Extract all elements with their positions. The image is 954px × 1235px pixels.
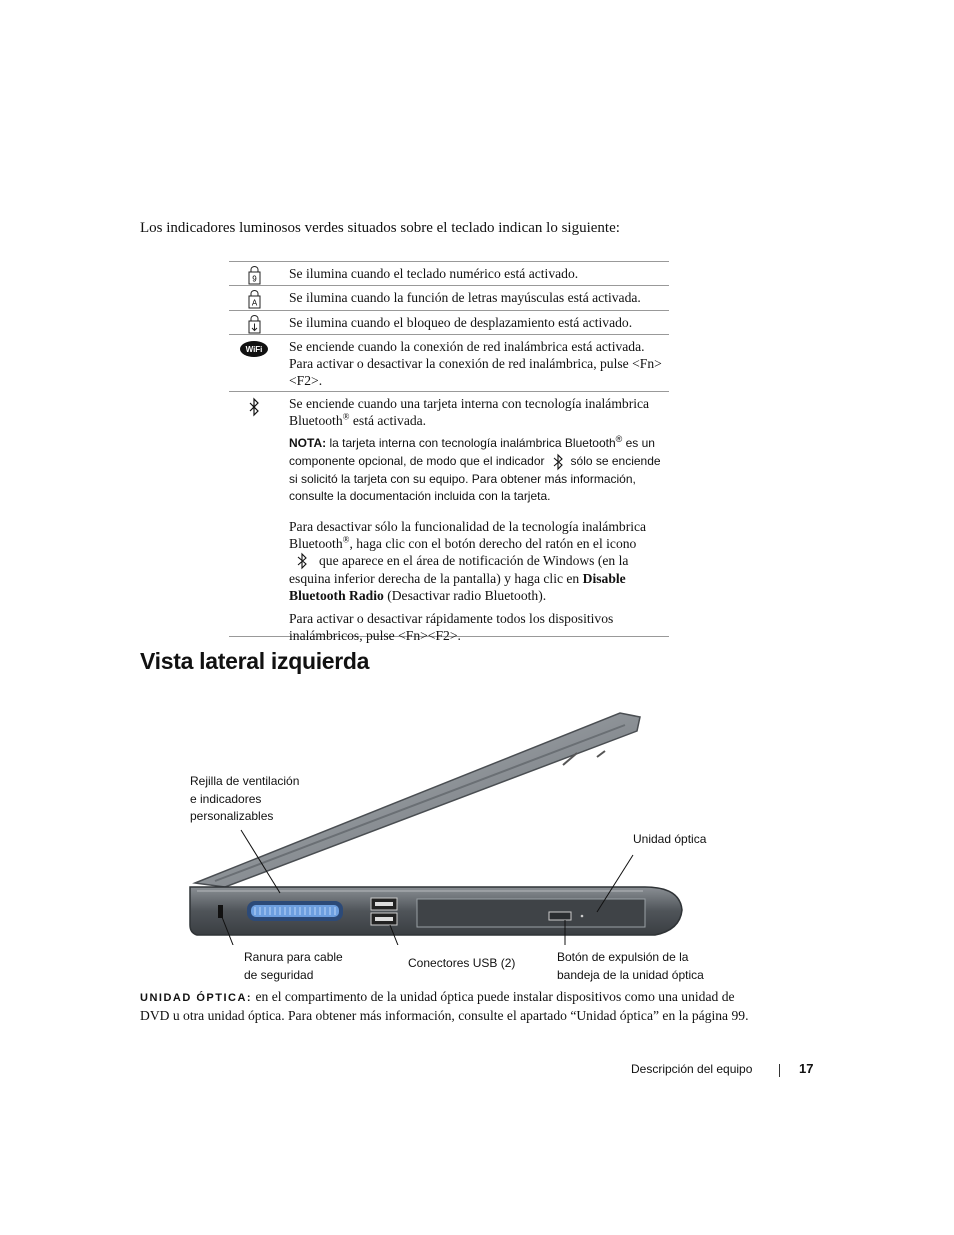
callout-optical-drive: Unidad óptica [633, 832, 707, 846]
scroll-lock-icon [241, 315, 267, 335]
indicator-row-caps-lock [229, 286, 669, 311]
wifi-icon [239, 339, 269, 359]
bluetooth-para-1 [289, 395, 665, 429]
callout-security-slot [244, 949, 343, 984]
callout-vent-line: e indicadores [190, 791, 262, 806]
indicator-row-bluetooth [229, 392, 669, 644]
indicator-table [229, 261, 669, 644]
bluetooth-text-2c: que aparece en el área de notificación de Windows (en la esquina inferior derecha de la pantalla) y haga clic en [289, 552, 629, 587]
num-lock-icon [241, 266, 267, 286]
term-label: UNIDAD ÓPTICA: [140, 992, 253, 1004]
note [289, 435, 665, 506]
registered-mark: ® [342, 411, 350, 422]
note-text-a: la tarjeta interna con tecnología inalámbrica Bluetooth [329, 436, 616, 450]
indicator-row-wifi [229, 335, 669, 392]
bluetooth-text-2d: (Desactivar radio Bluetooth). [387, 588, 547, 604]
bluetooth-text-1b: está activada. [349, 413, 427, 428]
svg-text:A: A [251, 298, 258, 308]
bluetooth-para-3: Para activar o desactivar rápidamente todos los dispositivos inalámbricos, pulse <Fn><F2>. [289, 611, 614, 644]
note-text-c: sólo se enciende si solicitó la tarjeta con su equipo. Para obtener más información, consulte la documentación incluida con la tarjeta. [289, 453, 661, 503]
disable-bluetooth-radio-label: Disable Bluetooth Radio [289, 571, 626, 604]
bluetooth-text-2a: Para desactivar sólo la funcionalidad de la tecnología inalámbrica Bluetooth [289, 518, 647, 551]
callout-eject-line: bandeja de la unidad óptica [557, 967, 704, 982]
bluetooth-description [289, 392, 669, 648]
section-heading: Vista lateral izquierda [140, 648, 370, 674]
term-text: en el compartimento de la unidad óptica puede instalar dispositivos como una unidad de DVD u otra unidad óptica. Para obtener más información, consulte el apartado “Unidad óptica” en la página 99. [140, 989, 749, 1023]
callout-vent-line: personalizables [190, 809, 274, 823]
registered-mark: ® [615, 434, 623, 444]
bluetooth-icon [241, 396, 267, 420]
indicator-text: Se ilumina cuando el bloqueo de desplazamiento está activado. [289, 315, 633, 330]
footer-separator [779, 1064, 780, 1077]
bluetooth-tray-icon [295, 552, 309, 570]
intro-text: Los indicadores luminosos verdes situados sobre el teclado indican lo siguiente: [140, 220, 620, 236]
page-number: 17 [799, 1061, 814, 1076]
note-label: NOTA: [289, 436, 327, 450]
optical-drive-description [140, 988, 750, 1024]
note-text-b: es un componente opcional, de modo que el indicador [289, 436, 655, 468]
bluetooth-text-2b: , haga clic con el botón derecho del ratón en el icono [349, 535, 637, 551]
indicator-row-scroll-lock [229, 311, 669, 335]
indicator-text: Se enciende cuando la conexión de red inalámbrica está activada. Para activar o desactivar la conexión de red inalámbrica, pulse <Fn><F2>. [289, 339, 662, 388]
callout-eject-line: Botón de expulsión de la [557, 950, 689, 964]
svg-text:9: 9 [252, 274, 257, 284]
callout-usb: Conectores USB (2) [408, 956, 516, 970]
callout-security-line: de seguridad [244, 967, 314, 982]
caps-lock-icon [241, 290, 267, 310]
callout-vent [190, 773, 299, 826]
callout-security-line: Ranura para cable [244, 950, 343, 964]
callout-vent-line: Rejilla de ventilación [190, 774, 300, 788]
indicator-row-num-lock [229, 262, 669, 286]
bluetooth-icon [551, 453, 565, 471]
bluetooth-para-2 [289, 518, 665, 605]
indicator-text: Se ilumina cuando el teclado numérico está activado. [289, 266, 579, 281]
indicator-text: Se ilumina cuando la función de letras mayúsculas está activada. [289, 290, 641, 305]
svg-text:WiFi: WiFi [245, 345, 263, 354]
registered-mark: ® [342, 533, 350, 544]
bluetooth-text-1a: Se enciende cuando una tarjeta interna con tecnología inalámbrica Bluetooth [289, 396, 650, 428]
callout-eject-button [557, 949, 704, 984]
footer-section-title: Descripción del equipo [631, 1062, 753, 1076]
